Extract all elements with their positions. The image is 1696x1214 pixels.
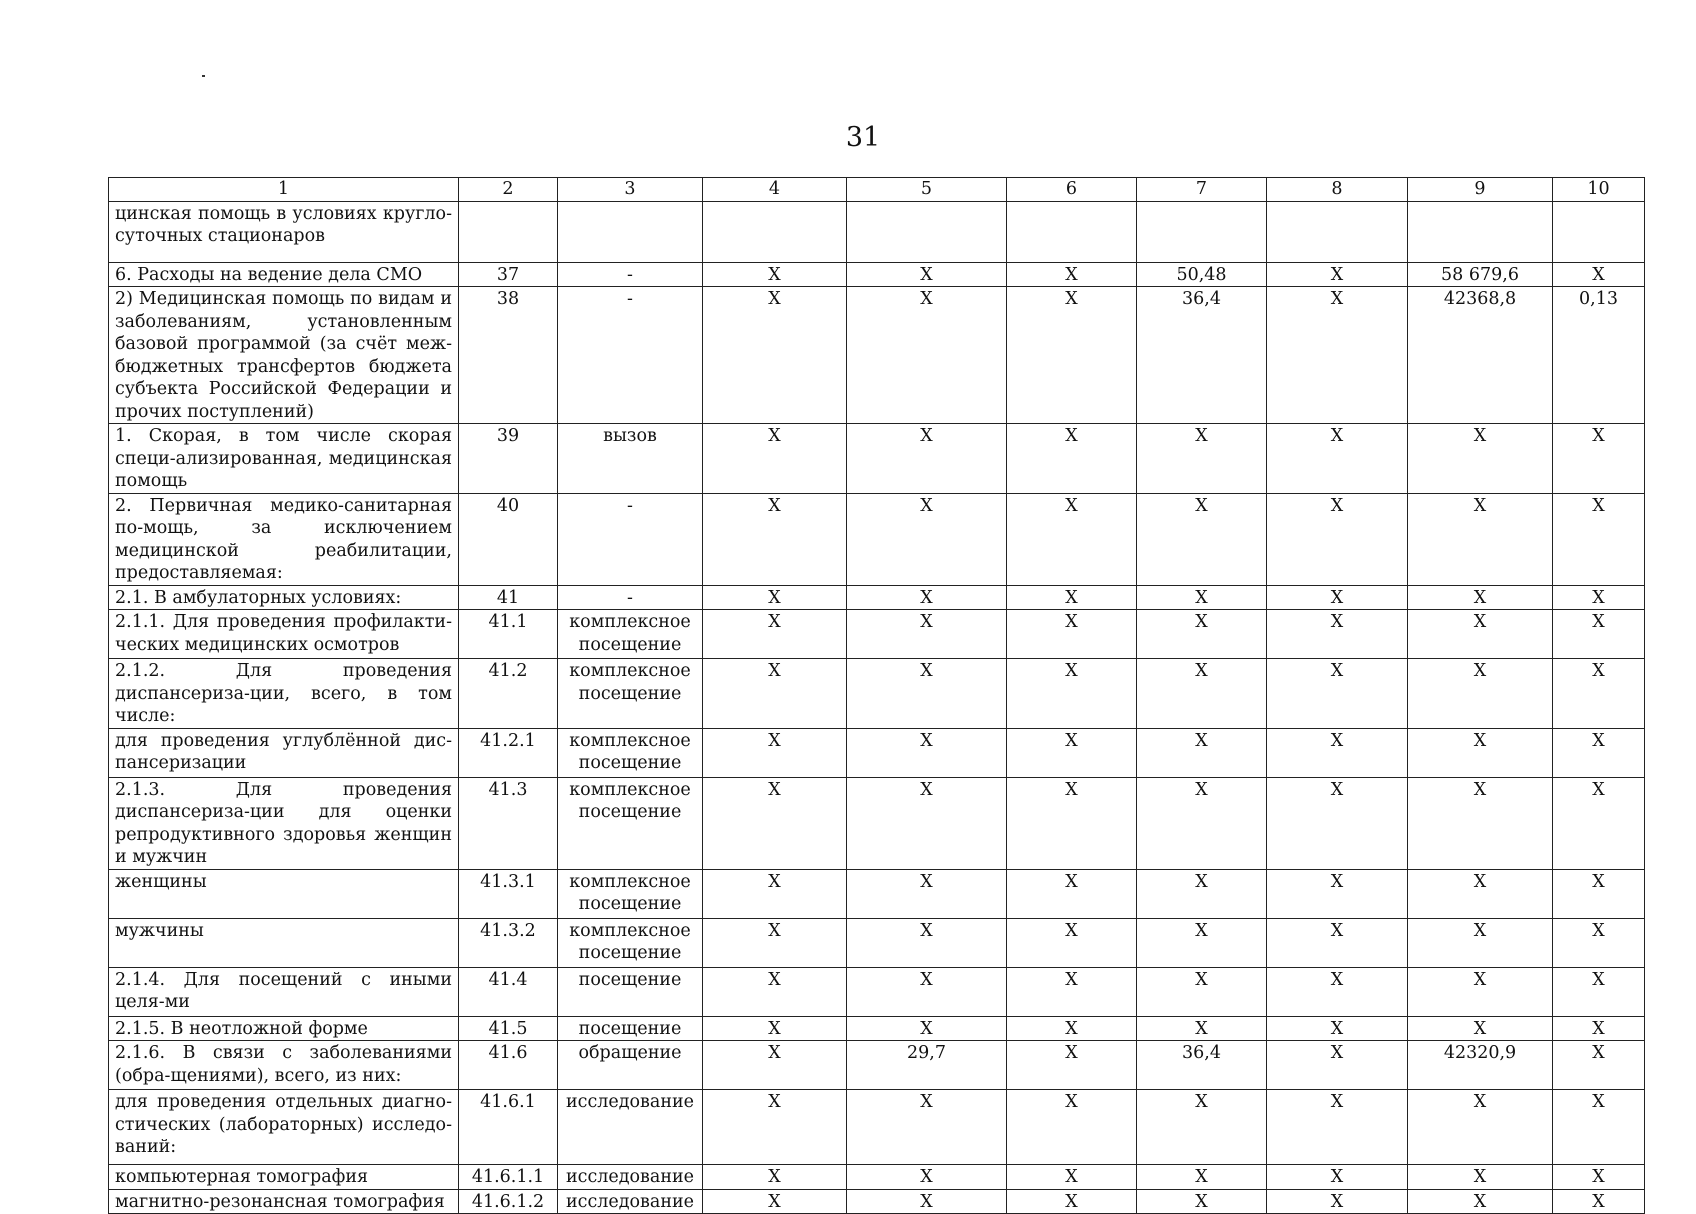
value-cell: X — [847, 777, 1007, 869]
row-label: 2.1.1. Для проведения профилакти-ческих медицинских осмотров — [109, 610, 459, 659]
value-cell: X — [703, 967, 847, 1016]
unit-cell: комплексное посещение — [558, 869, 703, 918]
unit-cell: - — [558, 287, 703, 424]
row-number — [459, 201, 558, 262]
row-label: женщины — [109, 869, 459, 918]
value-cell — [703, 201, 847, 262]
row-number: 41.6 — [459, 1041, 558, 1090]
value-cell: X — [847, 967, 1007, 1016]
header-cell: 8 — [1267, 178, 1408, 202]
row-label: 2.1.3. Для проведения диспансериза-ции для оценки репродуктивного здоровья женщин и мужчин — [109, 777, 459, 869]
value-cell: X — [1408, 777, 1553, 869]
header-cell: 2 — [459, 178, 558, 202]
unit-cell: комплексное посещение — [558, 610, 703, 659]
value-cell: X — [1007, 493, 1137, 585]
value-cell: 50,48 — [1137, 262, 1267, 287]
page-number: 31 — [845, 122, 881, 153]
value-cell: X — [1267, 918, 1408, 967]
value-cell: X — [1007, 1189, 1137, 1214]
row-number: 41.1 — [459, 610, 558, 659]
value-cell: X — [1267, 493, 1408, 585]
value-cell: X — [1007, 1165, 1137, 1190]
value-cell: X — [847, 1016, 1007, 1041]
unit-cell: обращение — [558, 1041, 703, 1090]
unit-cell: посещение — [558, 1016, 703, 1041]
value-cell: X — [1408, 493, 1553, 585]
value-cell: X — [1408, 1016, 1553, 1041]
value-cell: X — [1553, 659, 1645, 729]
value-cell: X — [703, 1189, 847, 1214]
value-cell: X — [1267, 659, 1408, 729]
row-number: 41.3.2 — [459, 918, 558, 967]
value-cell: X — [1408, 610, 1553, 659]
row-number: 41.5 — [459, 1016, 558, 1041]
header-row — [109, 178, 1645, 202]
value-cell: X — [847, 918, 1007, 967]
value-cell: X — [1408, 659, 1553, 729]
value-cell: X — [703, 424, 847, 494]
scan-speck — [202, 75, 205, 77]
value-cell: X — [1137, 967, 1267, 1016]
value-cell: X — [1267, 777, 1408, 869]
value-cell: X — [1007, 728, 1137, 777]
value-cell: X — [1553, 585, 1645, 610]
table-row — [109, 1041, 1645, 1090]
value-cell: X — [1267, 610, 1408, 659]
row-label: 2.1.5. В неотложной форме — [109, 1016, 459, 1041]
row-number: 41.3.1 — [459, 869, 558, 918]
value-cell: X — [1137, 424, 1267, 494]
value-cell: X — [703, 659, 847, 729]
value-cell: X — [1267, 1090, 1408, 1165]
value-cell: X — [1137, 493, 1267, 585]
value-cell: X — [1408, 1165, 1553, 1190]
value-cell: X — [1267, 728, 1408, 777]
unit-cell: комплексное посещение — [558, 777, 703, 869]
table-row — [109, 585, 1645, 610]
row-label: 2. Первичная медико-санитарная по-мощь, за исключением медицинской реабилитации, предоставляемая: — [109, 493, 459, 585]
unit-cell: комплексное посещение — [558, 728, 703, 777]
row-label: 2.1. В амбулаторных условиях: — [109, 585, 459, 610]
value-cell: X — [1007, 1090, 1137, 1165]
value-cell: X — [847, 1165, 1007, 1190]
value-cell: X — [1553, 869, 1645, 918]
value-cell: X — [1267, 1041, 1408, 1090]
row-number: 41.6.1 — [459, 1090, 558, 1165]
value-cell: X — [703, 1165, 847, 1190]
value-cell: 58 679,6 — [1408, 262, 1553, 287]
value-cell — [847, 201, 1007, 262]
value-cell: X — [1408, 424, 1553, 494]
value-cell: X — [1408, 1189, 1553, 1214]
value-cell: X — [847, 424, 1007, 494]
value-cell: X — [1007, 610, 1137, 659]
row-number: 41.2 — [459, 659, 558, 729]
value-cell: 42320,9 — [1408, 1041, 1553, 1090]
value-cell: 29,7 — [847, 1041, 1007, 1090]
value-cell: X — [847, 1189, 1007, 1214]
table-row — [109, 287, 1645, 424]
value-cell: X — [703, 1090, 847, 1165]
value-cell: X — [703, 1016, 847, 1041]
row-label: 2.1.4. Для посещений с иными целя-ми — [109, 967, 459, 1016]
value-cell — [1267, 201, 1408, 262]
value-cell: X — [1553, 610, 1645, 659]
value-cell: X — [847, 287, 1007, 424]
value-cell: 36,4 — [1137, 1041, 1267, 1090]
value-cell: X — [1137, 1090, 1267, 1165]
value-cell: X — [1553, 918, 1645, 967]
unit-cell — [558, 201, 703, 262]
header-cell: 4 — [703, 178, 847, 202]
header-cell: 9 — [1408, 178, 1553, 202]
value-cell: X — [1408, 728, 1553, 777]
value-cell: X — [847, 1090, 1007, 1165]
unit-cell: вызов — [558, 424, 703, 494]
value-cell: X — [703, 262, 847, 287]
value-cell: X — [703, 493, 847, 585]
row-number: 40 — [459, 493, 558, 585]
value-cell: X — [1137, 869, 1267, 918]
header-cell: 6 — [1007, 178, 1137, 202]
table-row — [109, 869, 1645, 918]
value-cell: X — [1553, 493, 1645, 585]
row-label: 6. Расходы на ведение дела СМО — [109, 262, 459, 287]
unit-cell: - — [558, 262, 703, 287]
value-cell: X — [1267, 262, 1408, 287]
row-label: цинская помощь в условиях кругло-суточных стационаров — [109, 201, 459, 262]
value-cell: X — [1267, 287, 1408, 424]
value-cell: X — [1553, 777, 1645, 869]
value-cell: X — [1007, 659, 1137, 729]
table-row — [109, 424, 1645, 494]
value-cell: X — [1553, 424, 1645, 494]
table-row — [109, 918, 1645, 967]
value-cell: X — [1267, 1016, 1408, 1041]
value-cell: X — [1267, 967, 1408, 1016]
value-cell: X — [847, 493, 1007, 585]
unit-cell: посещение — [558, 967, 703, 1016]
unit-cell: исследование — [558, 1189, 703, 1214]
row-label: для проведения отдельных диагно-стических (лабораторных) исследо-ваний: — [109, 1090, 459, 1165]
value-cell: 0,13 — [1553, 287, 1645, 424]
table-row — [109, 967, 1645, 1016]
data-table — [108, 177, 1645, 1214]
value-cell: X — [847, 610, 1007, 659]
value-cell: X — [1553, 967, 1645, 1016]
value-cell: X — [1137, 659, 1267, 729]
value-cell: X — [1408, 585, 1553, 610]
value-cell: X — [847, 585, 1007, 610]
unit-cell: - — [558, 493, 703, 585]
value-cell: X — [1007, 262, 1137, 287]
value-cell: X — [703, 777, 847, 869]
value-cell: X — [1408, 918, 1553, 967]
value-cell: X — [703, 1041, 847, 1090]
value-cell: X — [1007, 777, 1137, 869]
value-cell: X — [1553, 728, 1645, 777]
unit-cell: - — [558, 585, 703, 610]
row-number: 41 — [459, 585, 558, 610]
value-cell: X — [1267, 1165, 1408, 1190]
value-cell: X — [1007, 585, 1137, 610]
value-cell: 36,4 — [1137, 287, 1267, 424]
value-cell: X — [1137, 728, 1267, 777]
value-cell: X — [847, 728, 1007, 777]
header-cell: 3 — [558, 178, 703, 202]
unit-cell: исследование — [558, 1090, 703, 1165]
value-cell: X — [1553, 262, 1645, 287]
value-cell — [1553, 201, 1645, 262]
row-label: для проведения углублённой дис-пансеризации — [109, 728, 459, 777]
header-cell: 1 — [109, 178, 459, 202]
table-row — [109, 659, 1645, 729]
table-row — [109, 1165, 1645, 1190]
value-cell: X — [1553, 1090, 1645, 1165]
value-cell: X — [1007, 869, 1137, 918]
row-number: 37 — [459, 262, 558, 287]
value-cell: 42368,8 — [1408, 287, 1553, 424]
row-label: магнитно-резонансная томография — [109, 1189, 459, 1214]
table-row — [109, 1090, 1645, 1165]
row-label: 2) Медицинская помощь по видам и заболеваниям, установленным базовой программой (за счёт меж-бюджетных трансфертов бюджета субъекта Российской Федерации и прочих поступлений) — [109, 287, 459, 424]
value-cell: X — [1137, 1165, 1267, 1190]
table-row — [109, 728, 1645, 777]
value-cell: X — [1137, 777, 1267, 869]
table-row — [109, 201, 1645, 262]
value-cell — [1007, 201, 1137, 262]
row-label: компьютерная томография — [109, 1165, 459, 1190]
value-cell: X — [1408, 869, 1553, 918]
value-cell: X — [703, 585, 847, 610]
row-number: 41.6.1.1 — [459, 1165, 558, 1190]
value-cell: X — [1408, 967, 1553, 1016]
value-cell: X — [847, 262, 1007, 287]
table-row — [109, 777, 1645, 869]
row-number: 41.6.1.2 — [459, 1189, 558, 1214]
header-cell: 5 — [847, 178, 1007, 202]
value-cell: X — [1267, 585, 1408, 610]
value-cell: X — [1267, 1189, 1408, 1214]
row-number: 38 — [459, 287, 558, 424]
value-cell: X — [1408, 1090, 1553, 1165]
value-cell: X — [1007, 1016, 1137, 1041]
row-label: 1. Скорая, в том числе скорая специ-ализированная, медицинская помощь — [109, 424, 459, 494]
header-cell: 7 — [1137, 178, 1267, 202]
unit-cell: комплексное посещение — [558, 659, 703, 729]
value-cell: X — [703, 869, 847, 918]
value-cell: X — [1137, 610, 1267, 659]
value-cell: X — [703, 287, 847, 424]
row-label: мужчины — [109, 918, 459, 967]
table-row — [109, 1189, 1645, 1214]
row-number: 41.3 — [459, 777, 558, 869]
value-cell — [1408, 201, 1553, 262]
row-number: 39 — [459, 424, 558, 494]
table-row — [109, 610, 1645, 659]
value-cell: X — [1007, 918, 1137, 967]
value-cell: X — [1553, 1016, 1645, 1041]
value-cell: X — [1007, 1041, 1137, 1090]
unit-cell: исследование — [558, 1165, 703, 1190]
unit-cell: комплексное посещение — [558, 918, 703, 967]
value-cell: X — [1553, 1041, 1645, 1090]
value-cell: X — [1137, 1189, 1267, 1214]
value-cell: X — [703, 728, 847, 777]
value-cell: X — [1137, 918, 1267, 967]
value-cell: X — [1007, 967, 1137, 1016]
value-cell: X — [1007, 287, 1137, 424]
row-number: 41.2.1 — [459, 728, 558, 777]
value-cell: X — [847, 659, 1007, 729]
value-cell — [1137, 201, 1267, 262]
table-row — [109, 1016, 1645, 1041]
row-label: 2.1.6. В связи с заболеваниями (обра-щениями), всего, из них: — [109, 1041, 459, 1090]
value-cell: X — [703, 918, 847, 967]
value-cell: X — [1137, 585, 1267, 610]
value-cell: X — [1267, 424, 1408, 494]
row-number: 41.4 — [459, 967, 558, 1016]
table-row — [109, 262, 1645, 287]
value-cell: X — [1553, 1189, 1645, 1214]
value-cell: X — [1553, 1165, 1645, 1190]
value-cell: X — [1007, 424, 1137, 494]
value-cell: X — [1267, 869, 1408, 918]
value-cell: X — [1137, 1016, 1267, 1041]
value-cell: X — [703, 610, 847, 659]
header-cell: 10 — [1553, 178, 1645, 202]
row-label: 2.1.2. Для проведения диспансериза-ции, всего, в том числе: — [109, 659, 459, 729]
table-row — [109, 493, 1645, 585]
value-cell: X — [847, 869, 1007, 918]
